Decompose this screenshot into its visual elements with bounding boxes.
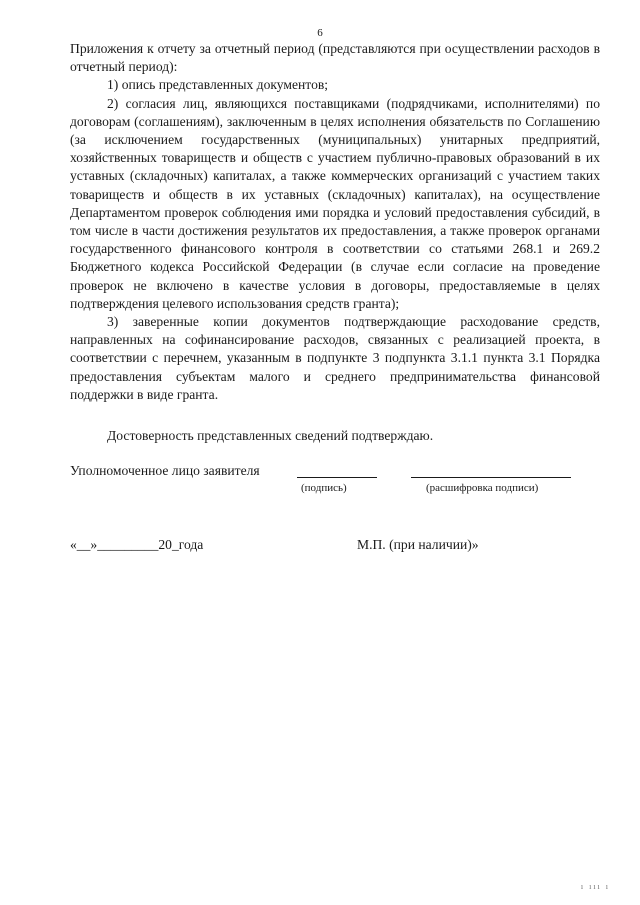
list-item-2: 2) согласия лиц, являющихся поставщиками (подрядчиками, исполнителями) по договорам (соглашениям), заключенным в целях исполнения обязательств по Соглашению (за исключением государственных (муниципальных) унитарных предприятий, хозяйственных товариществ и обществ с участием публично-правовых образований в их уставных (складочных) капиталах, а также коммерческих организаций с участием таких товариществ и обществ в их уставных (складочных) капиталах), на осуществление Департаментом проверок соблюдения ими порядка и условий предоставления субсидий, в том числе в части достижения результатов их предоставления, а также проверок органами государственного финансового контроля в соответствии со статьями 268.1 и 269.2 Бюджетного кодекса Российской Федерации (в случае если согласие на проведение проверок не включено в качестве условия в договоры, предоставляемые в целях подтверждения целевого использования средств гранта); — [70, 95, 600, 311]
decode-caption: (расшифровка подписи) — [426, 482, 539, 494]
stamp-text: М.П. (при наличии)» — [357, 537, 479, 552]
signature-label: Уполномоченное лицо заявителя — [70, 463, 260, 478]
confirmation-text: Достоверность представленных сведений подтверждаю. — [107, 428, 434, 443]
document-body — [70, 40, 600, 404]
date-line: «__»_________20_года — [70, 537, 204, 552]
intro-paragraph: Приложения к отчету за отчетный период (представляются при осуществлении расходов в отчетный период): — [70, 41, 600, 75]
signature-caption: (подпись) — [301, 482, 347, 494]
page-number: 6 — [317, 27, 323, 39]
list-item-3: 3) заверенные копии документов подтверждающие расходование средств, направленных на софинансирование расходов, связанных с реализацией проекта, в соответствии с перечнем, указанным в подпункте 3 подпункта 3.1.1 пункта 3.1 Порядка предоставления субъектам малого и среднего предпринимательства финансовой поддержки в виде гранта. — [70, 314, 600, 402]
list-item-1: 1) опись представленных документов; — [107, 77, 329, 93]
scan-mark: ı ııı ı — [580, 882, 610, 891]
signature-decode-line — [411, 477, 571, 478]
signature-block — [70, 463, 600, 503]
signature-line — [297, 477, 377, 478]
